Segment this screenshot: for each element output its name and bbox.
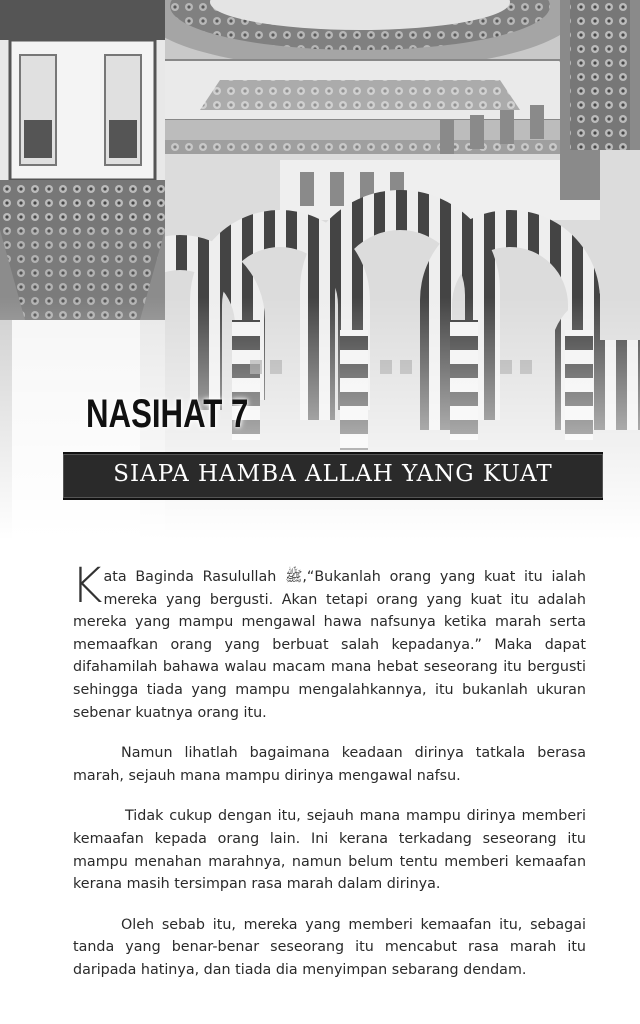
paragraph-3: Tidak cukup dengan itu, sejauh mana mampu dirinya memberi kemaafan kepada orang lain. Ini kerana terkadang seseorang itu mampu menahan marahnya, namun belum tentu memberi kemaafan kerana masih tersimpan rasa marah dalam dirinya. (73, 808, 586, 893)
paragraph-1 (71, 558, 586, 724)
body-text (71, 558, 586, 1000)
drop-cap: K (71, 558, 103, 614)
paragraph-2: Namun lihatlah bagaimana keadaan dirinya tatkala berasa marah, sejauh mana mampu dirinya mengawal nafsu. (73, 745, 586, 784)
chapter-title: SIAPA HAMBA ALLAH YANG KUAT (113, 461, 553, 487)
chapter-label: NASIHAT 7 (86, 392, 249, 436)
paragraph-1-text: ata Baginda Rasulullah ﷺ,“Bukanlah orang yang kuat itu ialah mereka yang bergusti. Akan tetapi orang yang kuat itu adalah mereka yang mampu mengawal hawa nafsunya ketika marah serta memaafkan orang yang berbuat salah kepadanya.” Maka dapat difahamilah bahawa walau macam mana hebat seseorang itu bergusti sehingga tiada yang mampu mengalahkannya, itu bukanlah ukuran sebenar kuatnya orang itu. (73, 569, 586, 721)
chapter-title-banner (63, 452, 603, 500)
paragraph-4: Oleh sebab itu, mereka yang memberi kemaafan itu, sebagai tanda yang benar-benar seseorang itu mencabut rasa marah itu daripada hatinya, dan tiada dia menyimpan sebarang dendam. (73, 916, 586, 978)
